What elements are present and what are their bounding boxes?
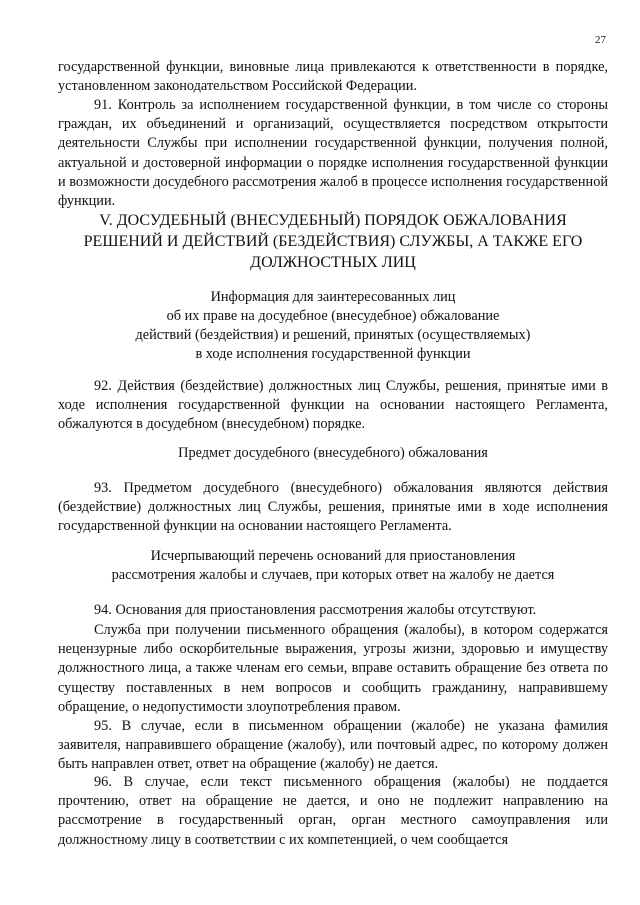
info-heading-line-1: Информация для заинтересованных лиц xyxy=(210,289,456,305)
grounds-heading-line-2: рассмотрения жалобы и случаев, при которых ответ на жалобу не дается xyxy=(111,567,555,583)
subject-heading: Предмет досудебного (внесудебного) обжалования xyxy=(178,445,488,461)
info-heading-line-3: действий (бездействия) и решений, принятых (осуществляемых) xyxy=(135,327,531,343)
page-number: 27 xyxy=(595,34,606,46)
paragraph-service: Служба при получении письменного обращения (жалобы), в котором содержатся нецензурные либо оскорбительные выражения, угрозы жизни, здоровью и имуществу должностного лица, а также членам его семьи, вправе оставить обращение без ответа по существу поставленных в нем вопросов и сообщить гражданину, направившему обращение, о недопустимости злоупотребления правом. xyxy=(58,622,608,715)
section-title-line-2: РЕШЕНИЙ И ДЕЙСТВИЙ (БЕЗДЕЙСТВИЯ) СЛУЖБЫ, А ТАКЖЕ ЕГО xyxy=(83,233,583,250)
section-title-line-3: ДОЛЖНОСТНЫХ ЛИЦ xyxy=(250,254,416,271)
info-heading-line-2: об их праве на досудебное (внесудебное) обжалование xyxy=(166,308,500,324)
paragraph-service-block xyxy=(58,621,608,717)
paragraph-92-block xyxy=(58,377,608,435)
info-heading-line-4: в ходе исполнения государственной функции xyxy=(195,346,471,362)
paragraph-94: 94. Основания для приостановления рассмотрения жалобы отсутствуют. xyxy=(94,602,537,618)
intro-paragraph-block xyxy=(58,58,608,96)
paragraph-96-block xyxy=(58,773,608,850)
paragraph-96: 96. В случае, если текст письменного обращения (жалобы) не поддается прочтению, ответ на обращение не дается, и оно не подлежит направлению на рассмотрение в государственный орган, орган местного самоуправления или должностному лицу в соответствии с их компетенцией, о чем сообщается xyxy=(58,774,608,848)
paragraph-92: 92. Действия (бездействие) должностных лиц Службы, решения, принятые ими в ходе исполнения государственной функции на основании настоящего Регламента, обжалуются в досудебном (внесудебном) порядке. xyxy=(58,378,608,433)
info-heading xyxy=(58,288,608,364)
paragraph-95: 95. В случае, если в письменном обращении (жалобе) не указана фамилия заявителя, направившего обращение (жалобу), или почтовый адрес, по которому должен быть направлен ответ, ответ на обращение (жалобу) не дается. xyxy=(58,718,608,773)
paragraph-93: 93. Предметом досудебного (внесудебного) обжалования являются действия (бездействие) должностных лиц Службы, решения, принятые ими в ходе исполнения государственной функции на основании настоящего Регламента. xyxy=(58,480,608,535)
paragraph-95-block xyxy=(58,717,608,775)
paragraph-91: 91. Контроль за исполнением государственной функции, в том числе со стороны граждан, их объединений и организаций, осуществляется посредством открытости деятельности Службы при исполнении государственной функции, получения полной, актуальной и достоверной информации о порядке исполнения государственной функции и возможности досудебного рассмотрения жалоб в процессе исполнения государственной функции. xyxy=(58,97,608,210)
paragraph-94-block xyxy=(58,601,608,620)
grounds-heading xyxy=(58,547,608,585)
section-title xyxy=(58,210,608,273)
section-title-line-1: V. ДОСУДЕБНЫЙ (ВНЕСУДЕБНЫЙ) ПОРЯДОК ОБЖАЛОВАНИЯ xyxy=(99,212,567,229)
paragraph-91-block xyxy=(58,96,608,211)
grounds-heading-line-1: Исчерпывающий перечень оснований для приостановления xyxy=(150,548,516,564)
intro-paragraph: государственной функции, виновные лица привлекаются к ответственности в порядке, установленном законодательством Российской Федерации. xyxy=(58,59,608,95)
paragraph-93-block xyxy=(58,479,608,537)
